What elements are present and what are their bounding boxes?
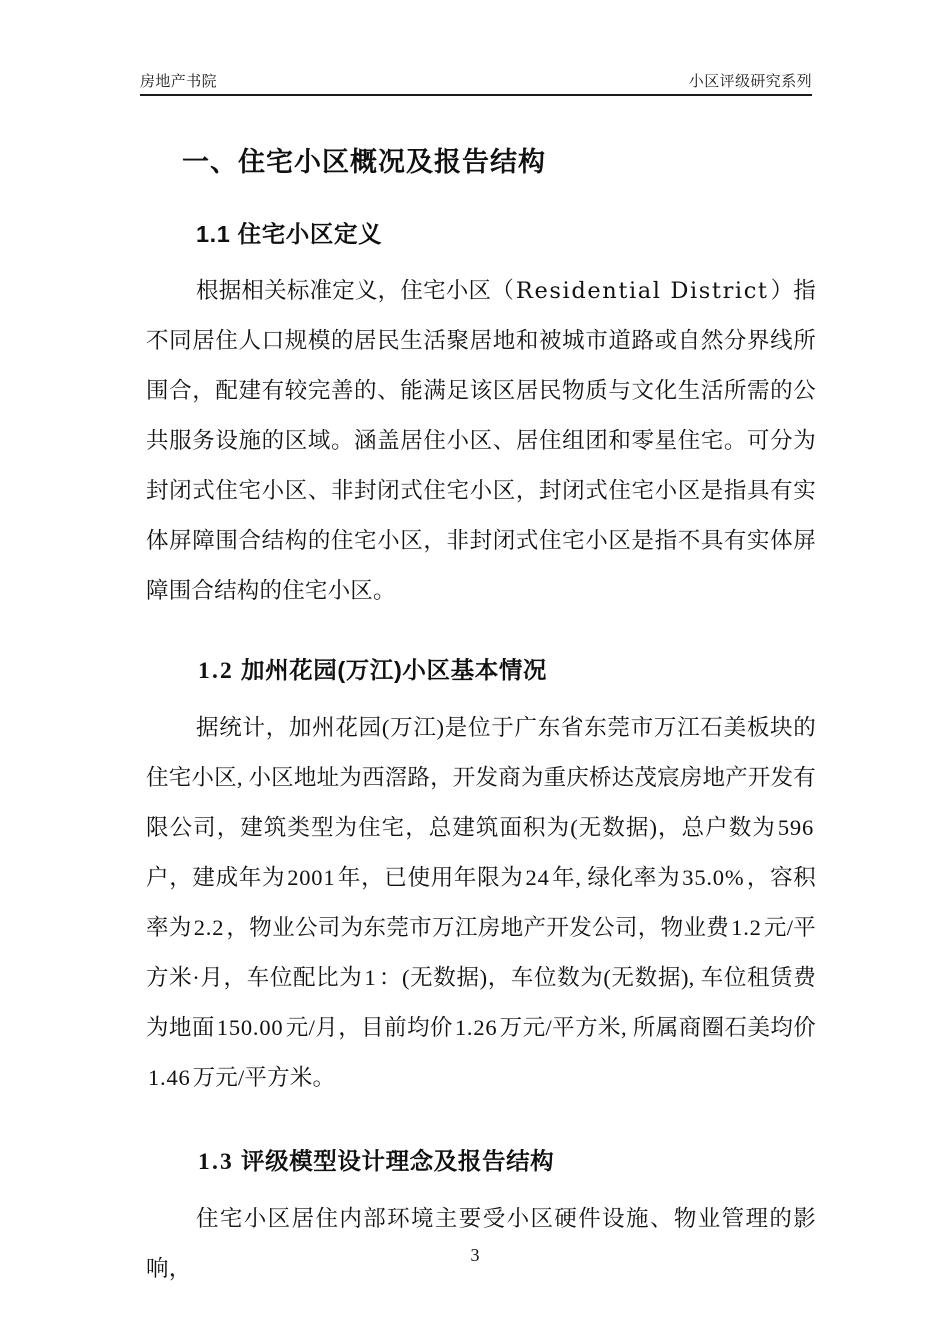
header-right-text: 小区评级研究系列 <box>688 73 812 90</box>
basic-info-s2: , 小区地址为西滘路，开发商为重庆桥达茂宸房地产开发有限公司，建筑类型为住宅，总建筑面积为(无数据)，总户数为 <box>146 765 816 840</box>
paragraph-definition <box>146 266 816 616</box>
section-1-2-number: 1.2 <box>198 658 234 684</box>
definition-latin-term: Residential District <box>515 278 769 304</box>
basic-info-s1: 据统计，加州花园(万江)是位于广东省东莞市万江石美板块的住宅小区 <box>146 715 816 790</box>
paragraph-basic-info <box>146 703 816 1103</box>
value-parking-ratio: 1 <box>364 965 377 990</box>
basic-info-s3: 户，建成年为 <box>146 865 286 890</box>
section-heading-1-3 <box>146 1143 816 1180</box>
paragraph-model-intro: 住宅小区居住内部环境主要受小区硬件设施、物业管理的影响， <box>146 1206 816 1281</box>
page-content <box>146 126 816 1294</box>
definition-text-b: ）指不同居住人口规模的居民生活聚居地和被城市道路或自然分界线所围合，配建有较完善的、能满足该区居民物质与文化生活所需的公共服务设施的区域。涵盖居住小区、居住组团和零星住宅。可分为封闭式住宅小区、非封闭式住宅小区，封闭式住宅小区是指具有实体屏障围合结构的住宅小区，非封闭式住宅小区是指不具有实体屏障围合结构的住宅小区。 <box>146 278 816 603</box>
section-1-3-title: 评级模型设计理念及报告结构 <box>240 1148 555 1174</box>
chapter-heading: 一、住宅小区概况及报告结构 <box>182 147 546 177</box>
basic-info-s6: ，容积率为 <box>146 865 817 940</box>
header-left-text: 房地产书院 <box>140 73 218 90</box>
value-green-rate: 35.0% <box>682 865 745 890</box>
basic-info-s11: 万元/平方米, 所属商圈石美均价 <box>499 1015 816 1040</box>
value-plot-ratio: 2.2 <box>193 915 225 940</box>
section-heading-1-1: 1.1 住宅小区定义 <box>196 221 383 247</box>
value-avg-price: 1.26 <box>454 1015 498 1040</box>
value-parking-rent: 150.00 <box>216 1015 284 1040</box>
page-header <box>140 66 812 96</box>
basic-info-s9: ：(无数据)，车位数为(无数据), 车位租赁费为地面 <box>146 965 816 1040</box>
basic-info-s8: 元/平方米·月，车位配比为 <box>146 915 816 990</box>
definition-text-a: 根据相关标准定义，住宅小区（ <box>196 278 514 303</box>
value-property-fee: 1.2 <box>731 915 762 940</box>
section-heading-1-2 <box>146 652 816 689</box>
section-1-3-number: 1.3 <box>198 1149 234 1175</box>
value-total-households: 596 <box>777 815 814 840</box>
value-years-used: 24 <box>525 865 550 890</box>
section-1-2-title: 加州花园(万江)小区基本情况 <box>240 657 548 683</box>
basic-info-s5: 年, 绿化率为 <box>551 865 681 890</box>
page-footer <box>0 1244 950 1266</box>
value-built-year: 2001 <box>287 865 336 890</box>
value-district-avg-price: 1.46 <box>148 1065 191 1090</box>
basic-info-s7: ，物业公司为东莞市万江房地产开发公司，物业费 <box>226 915 730 940</box>
basic-info-s4: 年，已使用年限为 <box>337 865 524 890</box>
basic-info-s10: 元/月，目前均价 <box>285 1015 453 1040</box>
basic-info-s12: 万元/平方米。 <box>192 1065 336 1090</box>
page-number: 3 <box>470 1245 480 1265</box>
